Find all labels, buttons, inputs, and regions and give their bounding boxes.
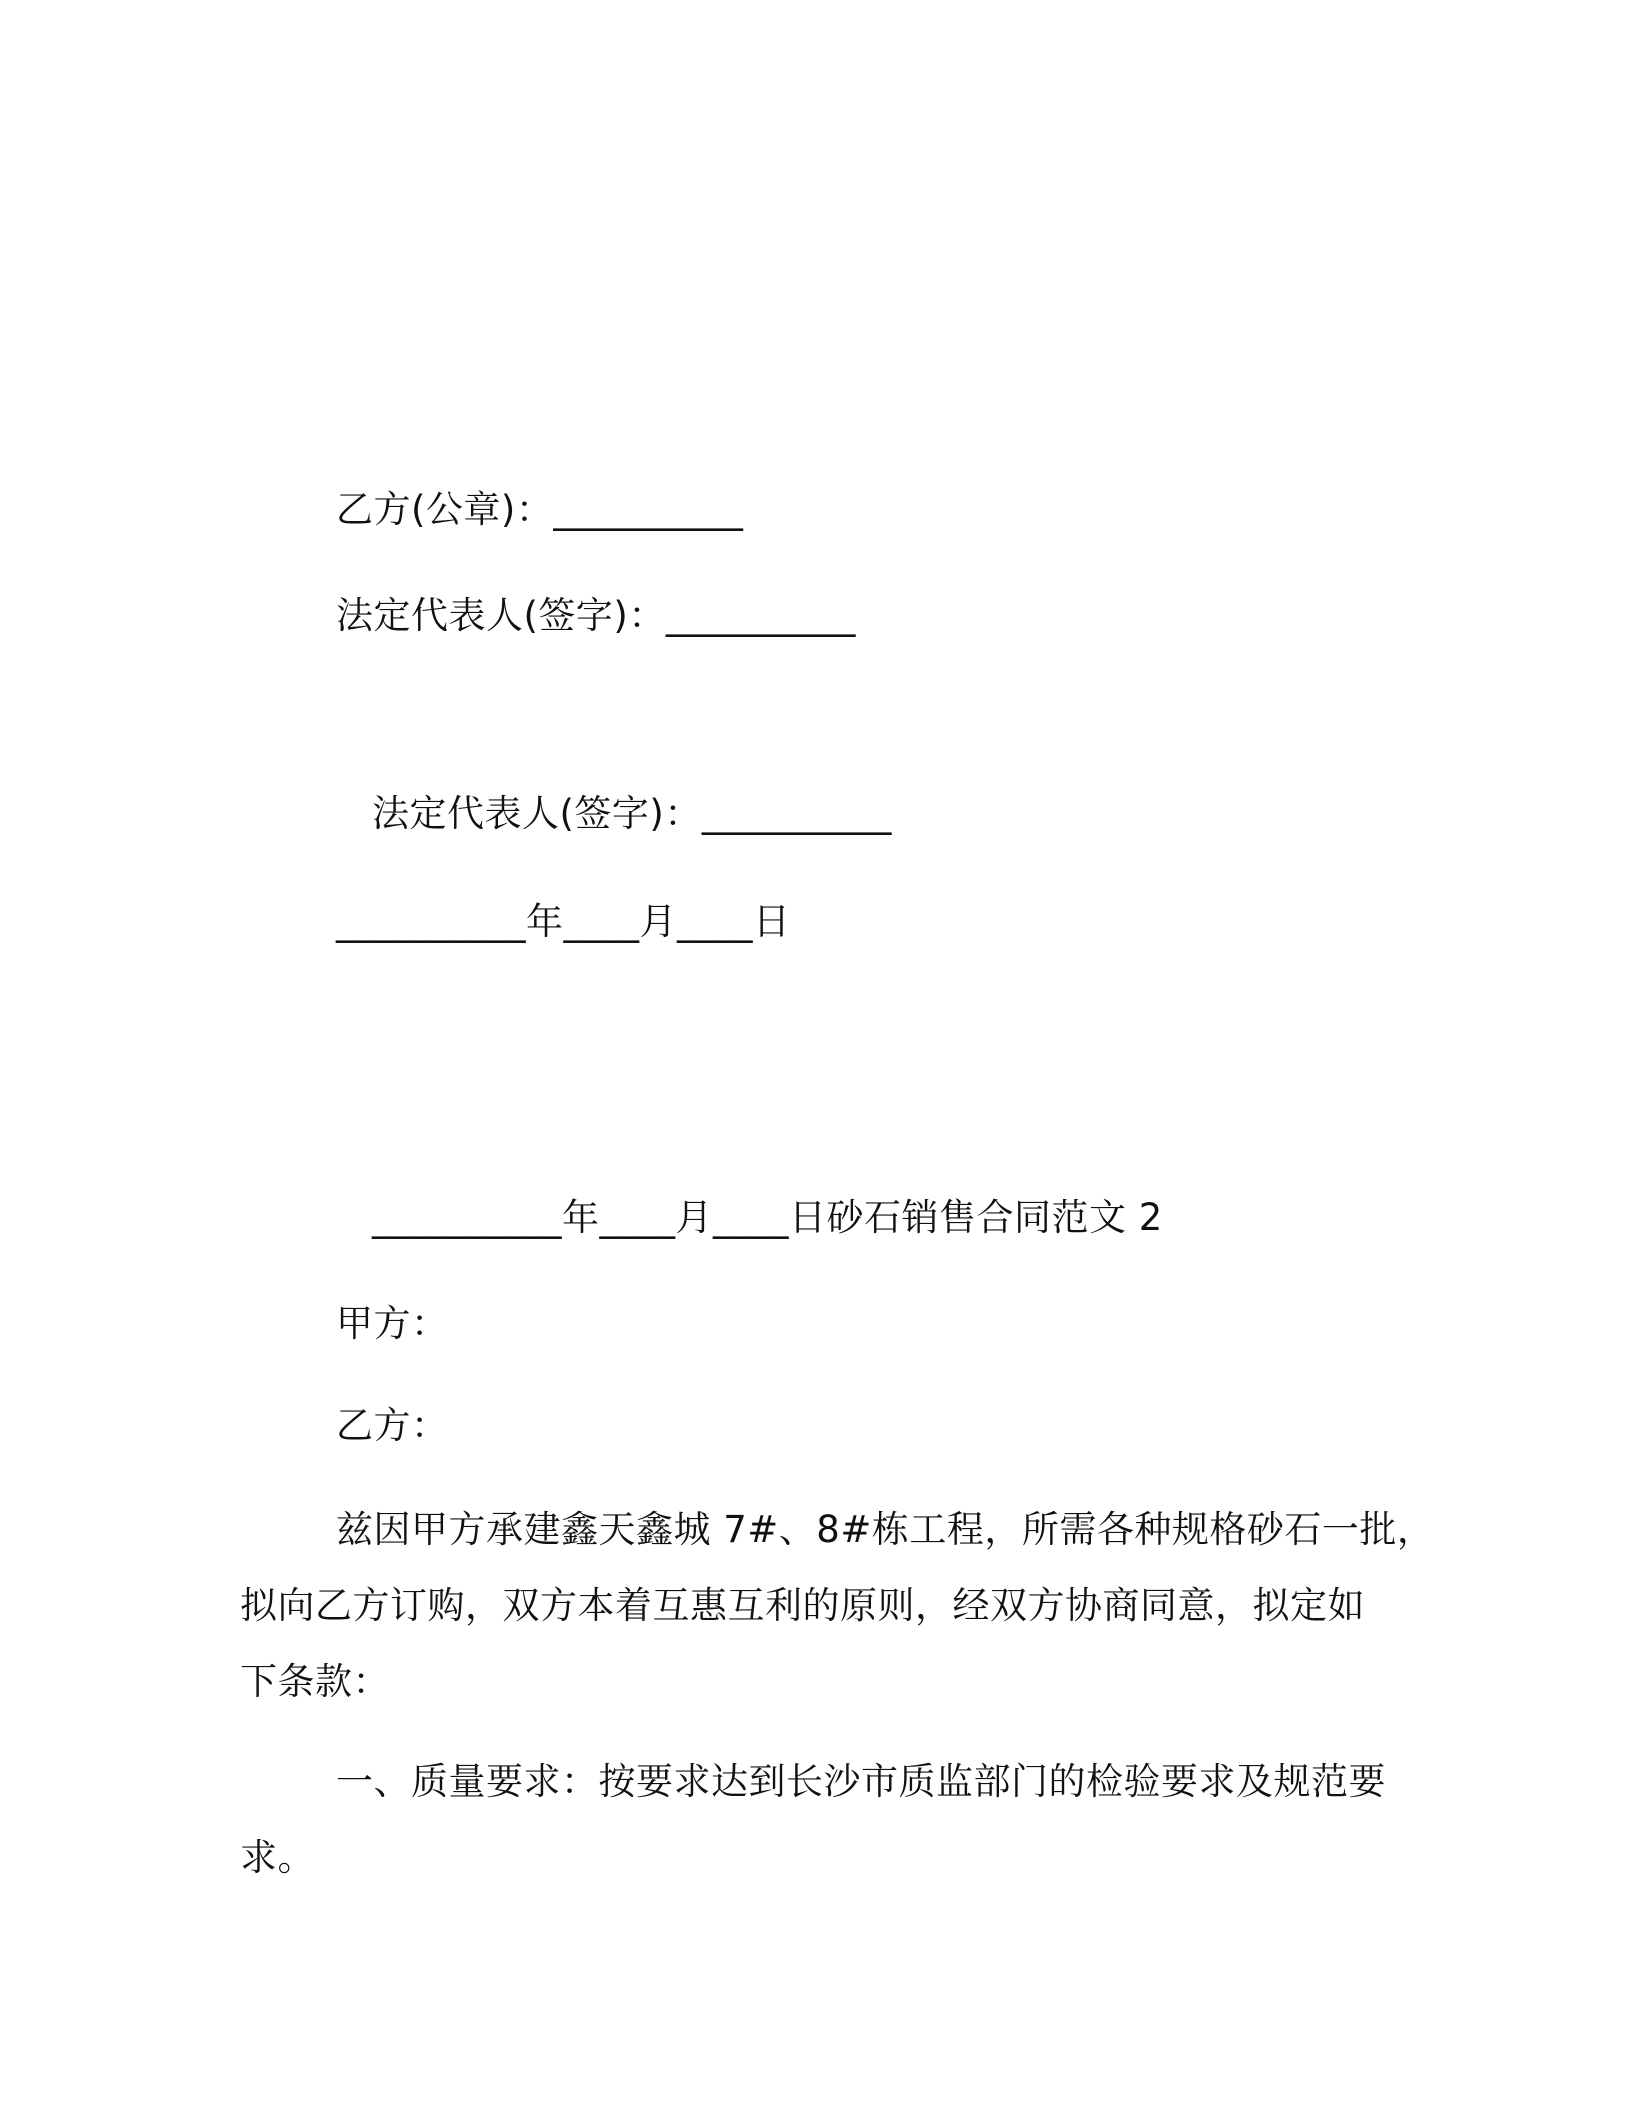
intro-line-1: 兹因甲方承建鑫天鑫城 7#、8#栋工程，所需各种规格砂石一批， [336,1508,1435,1551]
legal-representative-line-1: 法定代表人(签字)：__________ [336,594,856,637]
party-b-seal-line: 乙方(公章)：__________ [336,488,744,531]
clause-1-line-2: 求。 [240,1836,315,1879]
date-line: __________年____月____日 [336,900,791,943]
party-b-label: 乙方： [336,1404,449,1447]
legal-representative-line-2: 法定代表人(签字)：__________ [372,792,892,835]
party-a-label: 甲方： [336,1302,449,1345]
intro-paragraph [240,1492,1435,1720]
contract-heading: __________年____月____日砂石销售合同范文 2 [372,1196,1163,1239]
intro-line-3: 下条款： [240,1660,390,1703]
intro-line-2: 拟向乙方订购，双方本着互惠互利的原则，经双方协商同意，拟定如 [240,1584,1365,1627]
clause-1-paragraph [240,1744,1390,1896]
clause-1-line-1: 一、质量要求：按要求达到长沙市质监部门的检验要求及规范要 [336,1760,1386,1803]
